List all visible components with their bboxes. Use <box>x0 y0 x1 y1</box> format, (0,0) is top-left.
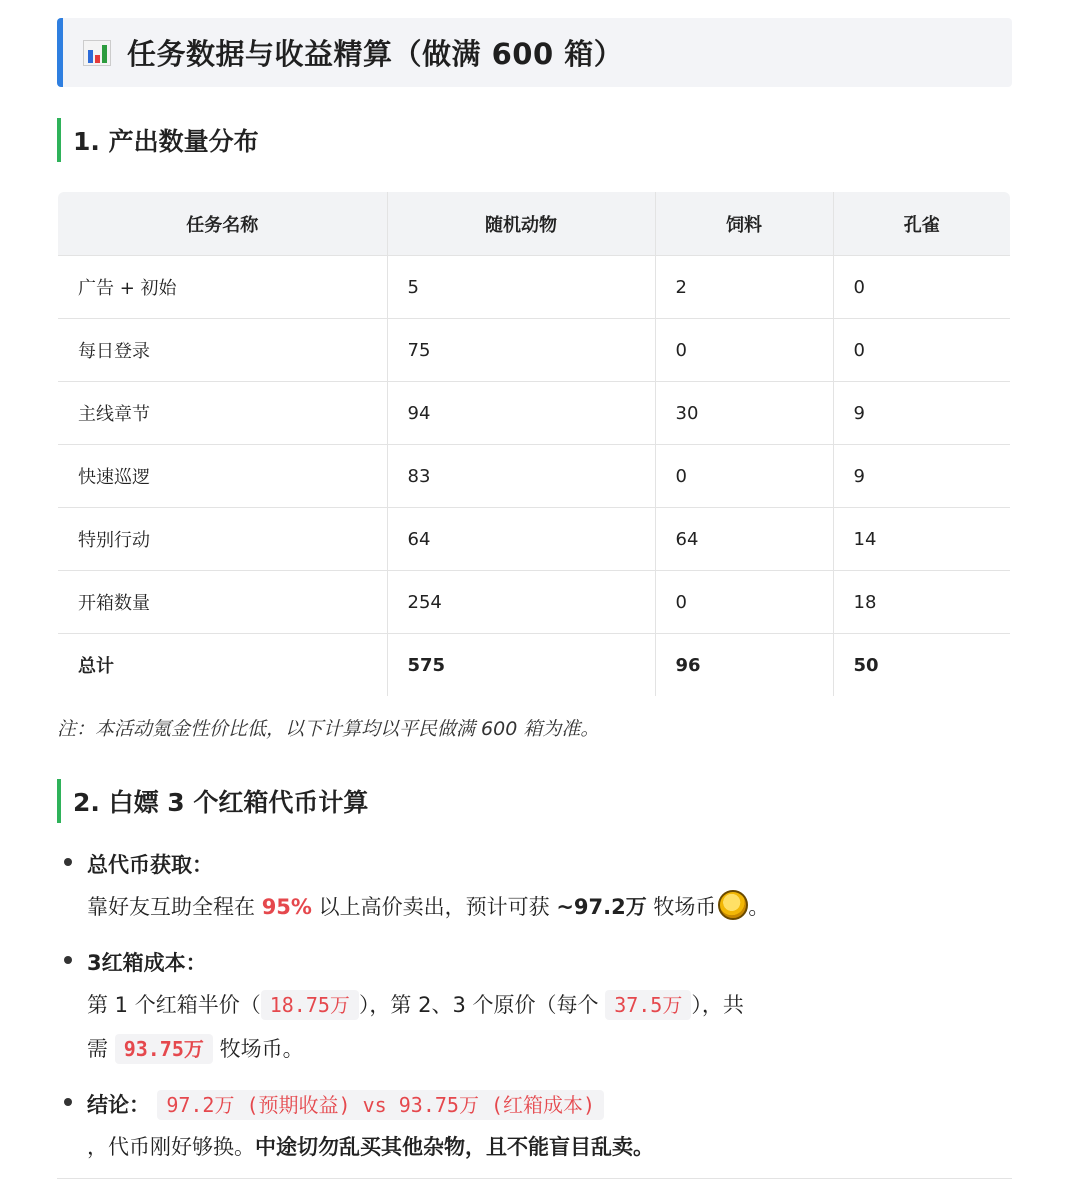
table-cell: 0 <box>833 319 1010 382</box>
bullet-label <box>87 1085 1022 1125</box>
table-row <box>58 256 1010 319</box>
table-cell: 2 <box>655 256 833 319</box>
table-cell: 每日登录 <box>58 319 387 382</box>
column-header-animal: 随机动物 <box>387 192 655 256</box>
table-cell: 广告 + 初始 <box>58 256 387 319</box>
conclusion-code: 97.2万 (预期收益) vs 93.75万 (红箱成本) <box>157 1090 604 1120</box>
table-cell: 64 <box>387 508 655 571</box>
bullet-dot <box>64 858 72 866</box>
text-segment: 以上高价卖出，预计可获 <box>311 895 557 919</box>
bar-chart-icon <box>83 40 111 66</box>
table-cell: 64 <box>655 508 833 571</box>
table-row-total <box>58 634 1010 697</box>
coin-icon <box>718 890 748 920</box>
table-cell: 9 <box>833 445 1010 508</box>
table-cell: 总计 <box>58 634 387 697</box>
bullet-dot <box>64 1098 72 1106</box>
cost-total: 93.75万 <box>115 1034 213 1064</box>
divider <box>57 1178 1012 1179</box>
table-row <box>58 445 1010 508</box>
cost-each-box: 37.5万 <box>605 990 691 1020</box>
text-segment: 牧场币。 <box>212 1037 304 1061</box>
table-cell: 96 <box>655 634 833 697</box>
table-cell: 5 <box>387 256 655 319</box>
text-segment: 靠好友互助全程在 <box>87 895 262 919</box>
bullet-text <box>87 1125 1022 1169</box>
table-cell: 50 <box>833 634 1010 697</box>
expected-amount: ~97.2万 <box>556 895 647 919</box>
table-cell: 开箱数量 <box>58 571 387 634</box>
table-cell: 75 <box>387 319 655 382</box>
table-cell: 14 <box>833 508 1010 571</box>
cost-first-box: 18.75万 <box>261 990 359 1020</box>
text-segment: ），共 <box>691 993 744 1017</box>
bullet-label: 总代币获取： <box>87 853 213 877</box>
table-cell: 特别行动 <box>58 508 387 571</box>
page-title: 任务数据与收益精算（做满 600 箱） <box>127 37 624 71</box>
column-header-task: 任务名称 <box>58 192 387 256</box>
table-row <box>58 382 1010 445</box>
highlight-percent: 95% <box>261 895 312 919</box>
text-segment: 第 1 个红箱半价（ <box>87 993 261 1017</box>
text-segment: 需 <box>87 1037 115 1061</box>
warning-text: 中途切勿乱买其他杂物，且不能盲目乱卖。 <box>255 1135 654 1159</box>
text-segment: 牧场币 <box>646 895 717 919</box>
section-heading-distribution: 1. 产出数量分布 <box>57 118 259 162</box>
table-header-row <box>58 192 1010 256</box>
table-cell: 18 <box>833 571 1010 634</box>
table-cell: 83 <box>387 445 655 508</box>
table-cell: 快速巡逻 <box>58 445 387 508</box>
text-segment: ，代币刚好够换。 <box>87 1135 255 1159</box>
list-item <box>62 1085 1022 1169</box>
table-row <box>58 571 1010 634</box>
text-segment: ），第 2、3 个原价（每个 <box>358 993 606 1017</box>
token-bullet-list <box>62 845 1022 1183</box>
bullet-label: 3红箱成本： <box>87 951 207 975</box>
text-segment: 。 <box>748 895 770 919</box>
table-cell: 30 <box>655 382 833 445</box>
table-row <box>58 319 1010 382</box>
table-note: 注：本活动氪金性价比低，以下计算均以平民做满 600 箱为准。 <box>57 718 600 740</box>
table-row <box>58 508 1010 571</box>
column-header-peacock: 孔雀 <box>833 192 1010 256</box>
table-cell: 94 <box>387 382 655 445</box>
list-item <box>62 943 1022 1071</box>
table-cell: 0 <box>655 319 833 382</box>
list-item <box>62 845 1022 929</box>
table-cell: 0 <box>833 256 1010 319</box>
column-header-feed: 饲料 <box>655 192 833 256</box>
table-cell: 0 <box>655 571 833 634</box>
table-cell: 254 <box>387 571 655 634</box>
bullet-dot <box>64 956 72 964</box>
table-cell: 9 <box>833 382 1010 445</box>
output-table <box>58 192 1010 696</box>
conclusion-label: 结论： <box>87 1093 150 1117</box>
bullet-text <box>87 885 1022 929</box>
table-cell: 主线章节 <box>58 382 387 445</box>
section-heading-token-calc: 2. 白嫖 3 个红箱代币计算 <box>57 779 368 823</box>
table-cell: 0 <box>655 445 833 508</box>
title-box <box>57 18 1012 87</box>
bullet-text <box>87 1027 1022 1071</box>
table-cell: 575 <box>387 634 655 697</box>
bullet-text <box>87 983 1022 1027</box>
